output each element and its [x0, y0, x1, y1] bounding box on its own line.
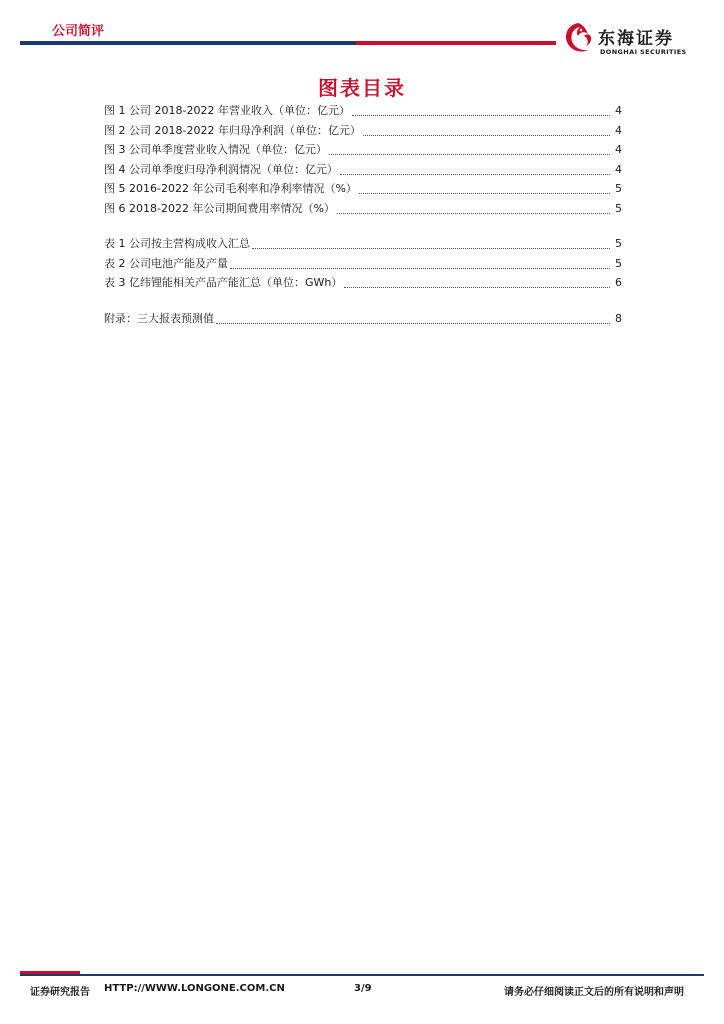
toc-entry-figure-6[interactable] — [104, 200, 622, 220]
toc-entry-page: 4 — [615, 104, 622, 117]
toc-entry-page: 5 — [615, 256, 622, 270]
toc-leader-dots — [337, 213, 610, 214]
company-logo — [560, 20, 710, 60]
toc-entry-label: 图 1 公司 2018-2022 年营业收入（单位：亿元） — [104, 104, 350, 117]
toc-leader-dots — [252, 248, 610, 249]
toc-list — [104, 102, 622, 329]
report-type-tag: 公司简评 — [52, 24, 105, 39]
toc-entry-page: 4 — [615, 123, 622, 137]
toc-entry-page: 4 — [615, 143, 622, 156]
toc-entry-table-2[interactable] — [104, 255, 622, 275]
toc-tables — [104, 235, 622, 294]
toc-entry-label: 图 6 2018-2022 年公司期间费用率情况（%） — [104, 201, 335, 215]
footer-page-number: 3/9 — [354, 983, 372, 994]
header-rule-red — [356, 41, 556, 45]
footer-rule-navy — [20, 974, 704, 976]
toc-entry-page: 6 — [615, 276, 622, 289]
logo-text-cn: 东海证券 — [598, 29, 674, 49]
toc-entry-label: 图 2 公司 2018-2022 年归母净利润（单位：亿元） — [104, 123, 361, 137]
logo-text-en: DONGHAI SECURITIES — [600, 48, 687, 56]
toc-entry-page: 4 — [615, 162, 622, 176]
toc-entry-label: 表 3 亿纬锂能相关产品产能汇总（单位：GWh） — [104, 276, 343, 289]
toc-entry-figure-2[interactable] — [104, 122, 622, 142]
toc-figures — [104, 102, 622, 219]
toc-spacer — [104, 219, 622, 235]
toc-entry-table-3[interactable] — [104, 274, 622, 294]
toc-entry-figure-1[interactable] — [104, 102, 622, 122]
toc-leader-dots — [340, 174, 610, 175]
toc-leader-dots — [230, 268, 610, 269]
footer-url-link[interactable]: HTTP://WWW.LONGONE.COM.CN — [104, 983, 285, 994]
footer-disclaimer: 请务必仔细阅读正文后的所有说明和声明 — [504, 987, 684, 998]
toc-leader-dots — [216, 323, 610, 324]
toc-entry-figure-5[interactable] — [104, 180, 622, 200]
toc-entry-table-1[interactable] — [104, 235, 622, 255]
toc-entry-label: 表 2 公司电池产能及产量 — [104, 256, 228, 270]
toc-entry-label: 表 1 公司按主营构成收入汇总 — [104, 237, 250, 250]
toc-entry-page: 8 — [615, 311, 622, 325]
toc-entry-page: 5 — [615, 237, 622, 250]
toc-title: 图表目录 — [318, 76, 406, 100]
footer-report-type: 证券研究报告 — [30, 987, 90, 998]
header-rule-navy — [20, 41, 356, 45]
toc-entry-appendix[interactable] — [104, 310, 622, 330]
toc-leader-dots — [363, 135, 610, 136]
toc-appendix — [104, 310, 622, 330]
toc-entry-figure-3[interactable] — [104, 141, 622, 161]
toc-entry-figure-4[interactable] — [104, 161, 622, 181]
toc-leader-dots — [329, 154, 610, 155]
toc-leader-dots — [359, 193, 610, 194]
toc-leader-dots — [352, 115, 610, 116]
toc-spacer — [104, 294, 622, 310]
dragon-logo-icon — [560, 20, 596, 58]
toc-entry-page: 5 — [615, 201, 622, 215]
toc-entry-label: 图 4 公司单季度归母净利润情况（单位：亿元） — [104, 162, 338, 176]
toc-entry-page: 5 — [615, 182, 622, 195]
toc-leader-dots — [344, 287, 610, 288]
toc-entry-label: 附录：三大报表预测值 — [104, 311, 214, 325]
toc-entry-label: 图 3 公司单季度营业收入情况（单位：亿元） — [104, 143, 327, 156]
toc-entry-label: 图 5 2016-2022 年公司毛利率和净利率情况（%） — [104, 182, 357, 195]
